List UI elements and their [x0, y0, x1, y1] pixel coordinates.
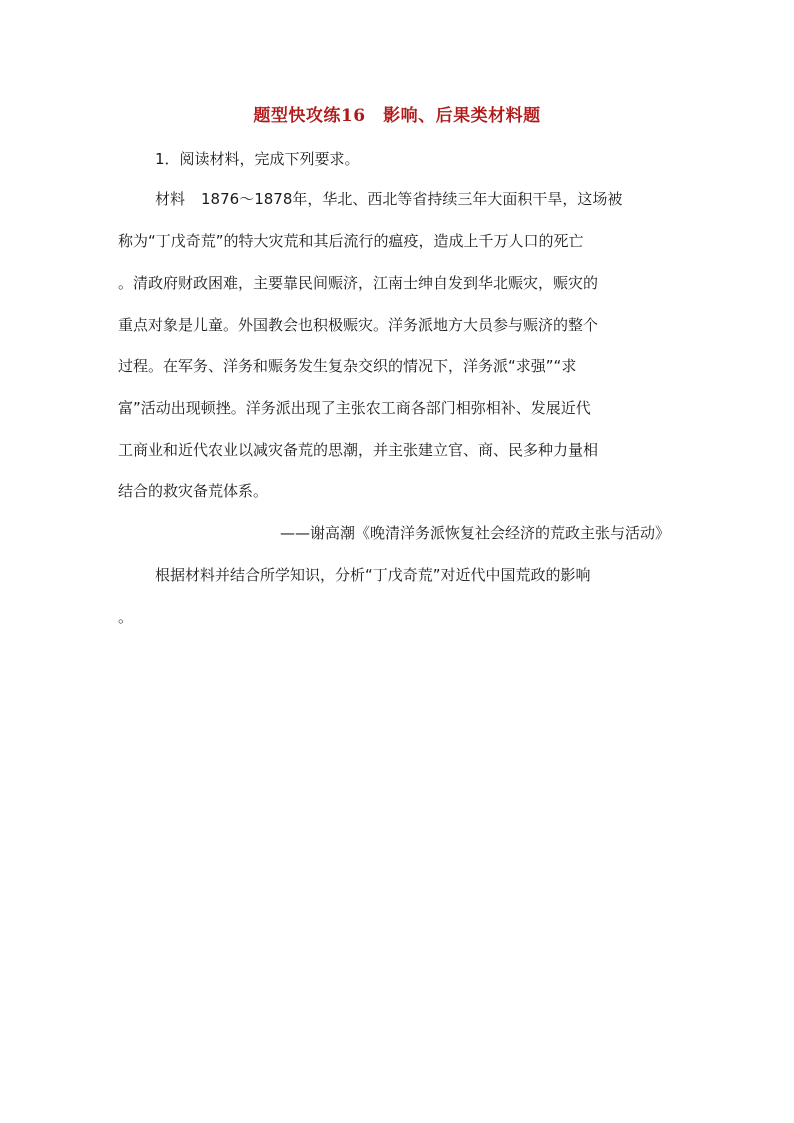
question-instruction: 阅读材料，完成下列要求。: [179, 150, 360, 168]
material-line-7: 工商业和近代农业以减灾备荒的思潮，并主张建立官、商、民多种力量相: [118, 441, 599, 459]
material-label: 材料: [155, 190, 186, 208]
material-source: ——谢高潮《晚清洋务派恢复社会经济的荒政主张与活动》: [279, 524, 670, 542]
question-number: 1．: [155, 150, 180, 168]
page-title: 题型快攻练16 影响、后果类材料题: [253, 106, 541, 126]
material-line-2: 称为“丁戊奇荒”的特大灾荒和其后流行的瘟疫，造成上千万人口的死亡: [118, 232, 584, 250]
question-header: [155, 148, 360, 170]
prompt-line-1: 根据材料并结合所学知识，分析“丁戊奇荒”对近代中国荒政的影响: [155, 566, 591, 584]
material-line-4: 重点对象是儿童。外国教会也积极赈灾。洋务派地方大员参与赈济的整个: [118, 316, 599, 334]
material-line-6: 富”活动出现顿挫。洋务派出现了主张农工商各部门相弥相补、发展近代: [118, 399, 591, 417]
material-line-8: 结合的救灾备荒体系。: [118, 482, 269, 500]
material-line-1: [155, 188, 622, 210]
material-text-1: 1876～1878年，华北、西北等省持续三年大面积干旱，这场被: [201, 190, 623, 208]
material-line-5: 过程。在军务、洋务和赈务发生复杂交织的情况下，洋务派“求强”“求: [118, 357, 577, 375]
material-line-3: 。清政府财政困难，主要靠民间赈济，江南士绅自发到华北赈灾，赈灾的: [118, 274, 599, 292]
prompt-line-2: 。: [118, 608, 134, 626]
